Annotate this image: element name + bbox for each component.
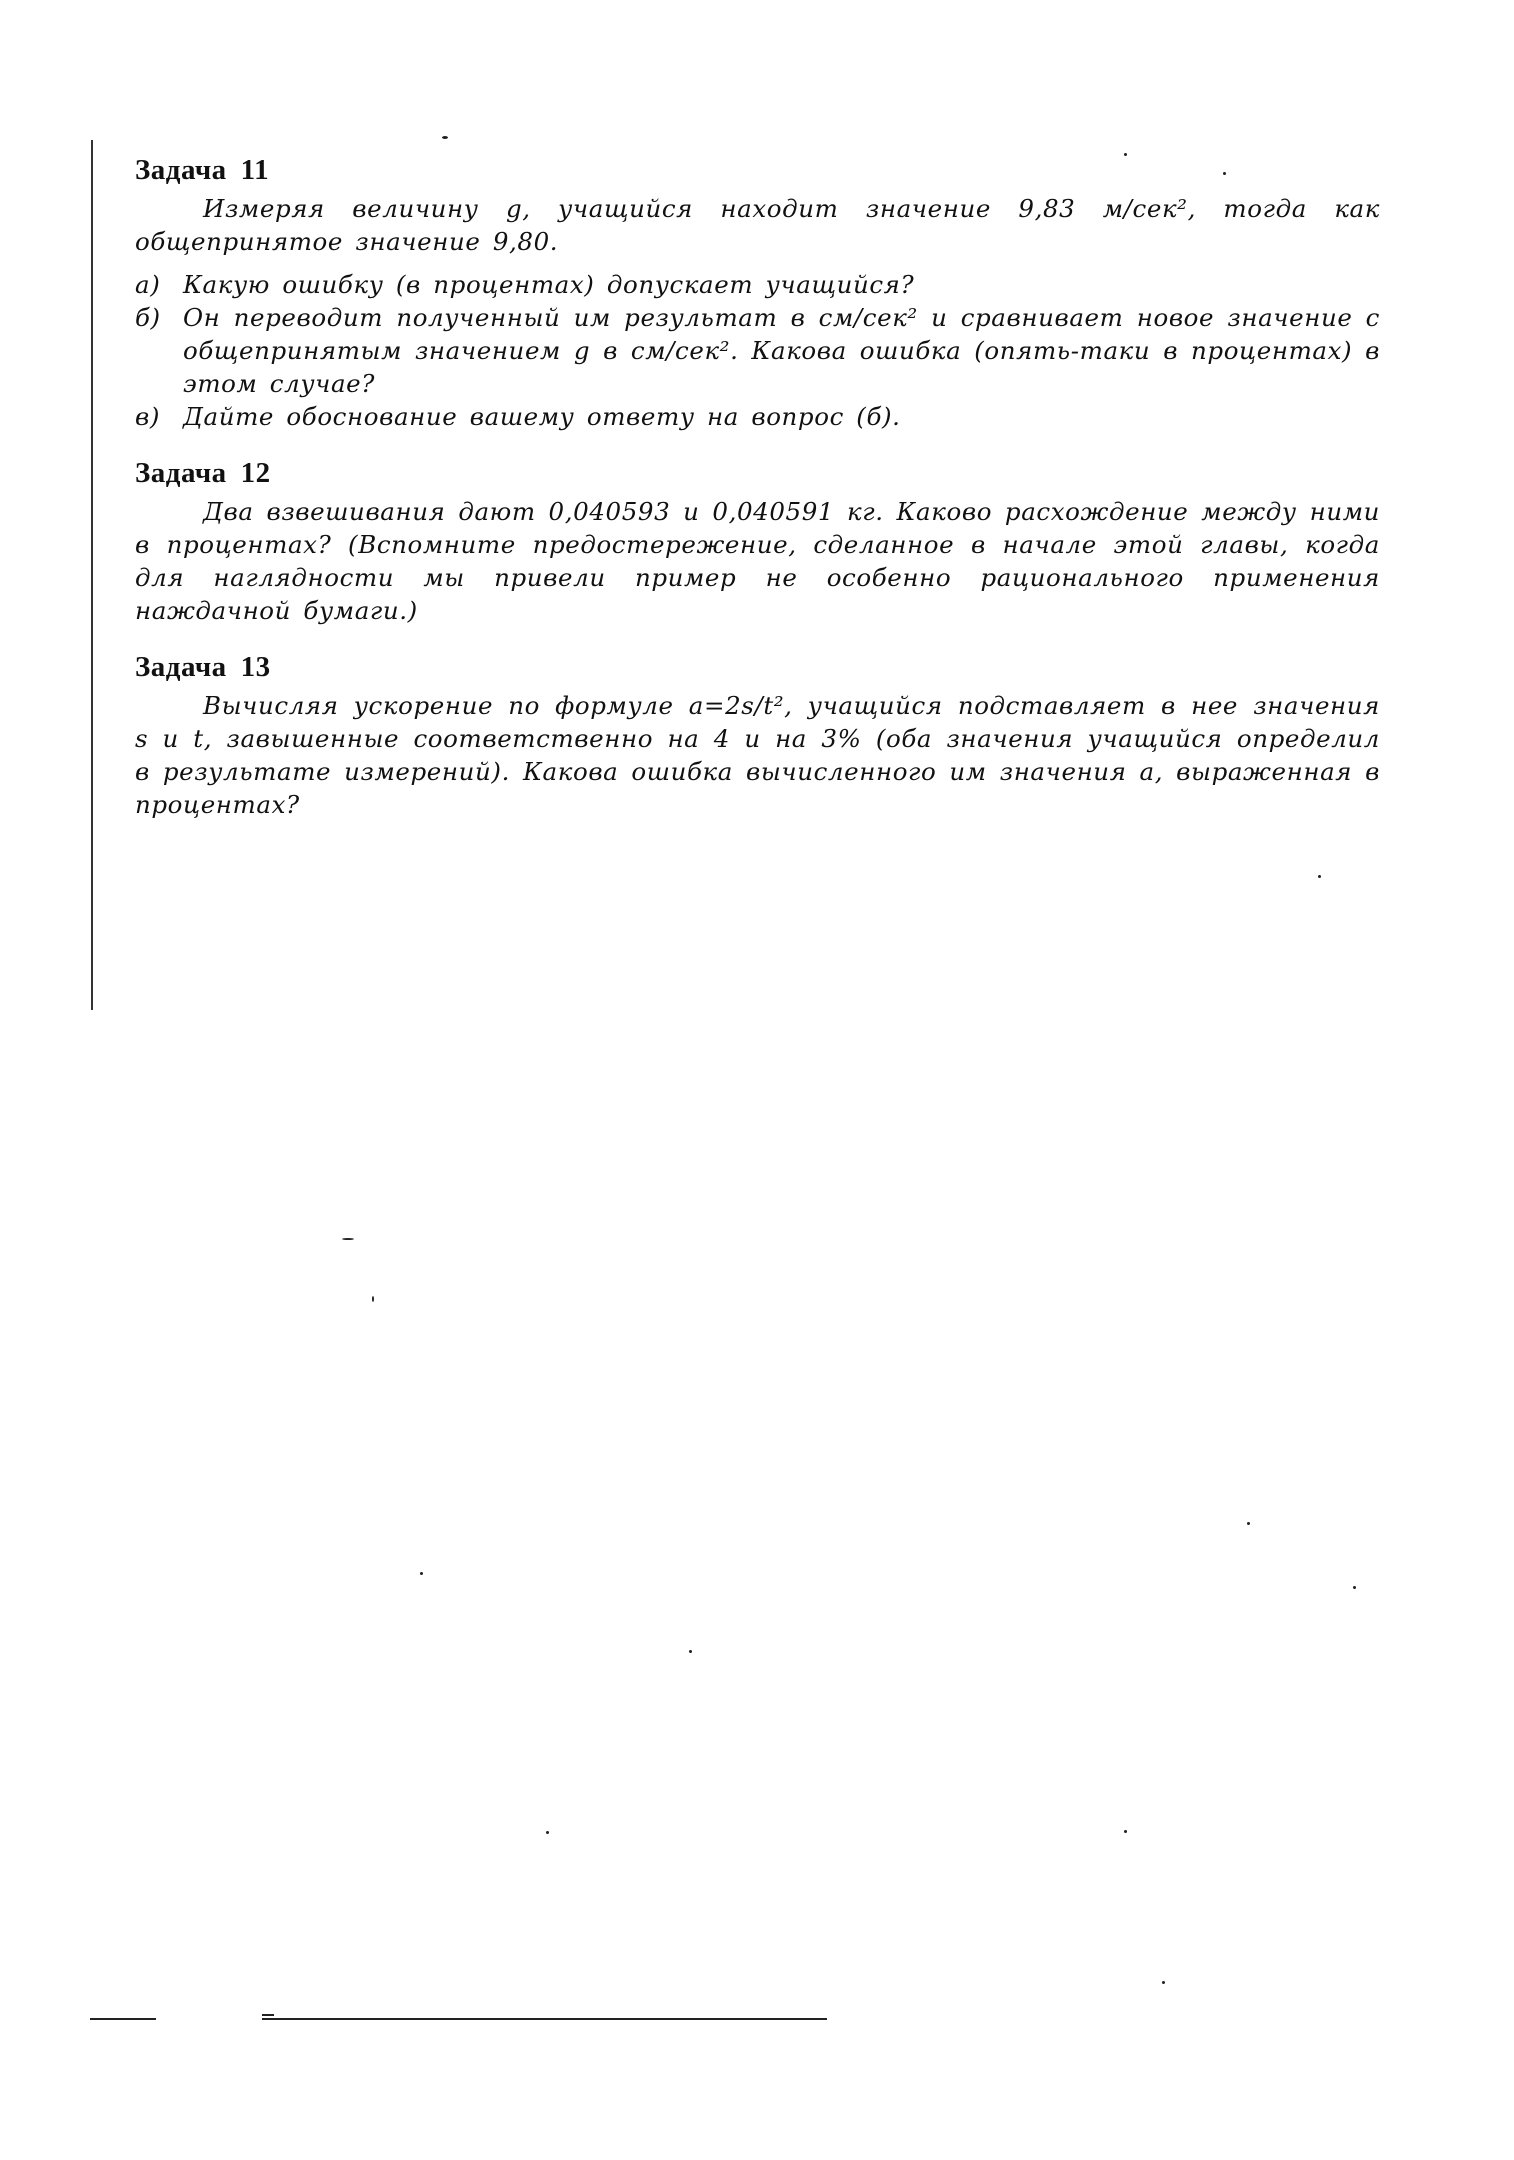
- scan-speck: [342, 1238, 354, 1240]
- item-text: Дайте обоснование вашему ответу на вопрос (б).: [183, 402, 901, 431]
- problem-12: [135, 455, 1380, 627]
- problem-text: Вычисляя ускорение по формуле a=2s/t², учащийся подставляет в нее значения s и t, завышенные соответственно на 4 и на 3% (оба значения учащийся определил в результате измерений). Какова ошибка вычисленного им значения a, выраженная в процентах?: [135, 691, 1380, 819]
- problem-text: Измеряя величину g, учащийся находит значение 9,83 м/сек², тогда как общепринятое значение 9,80.: [135, 194, 1380, 256]
- problem-label: Задача: [135, 651, 227, 683]
- item-marker: б): [135, 303, 161, 332]
- item-text: Какую ошибку (в процентах) допускает учащийся?: [183, 270, 915, 299]
- footer-rule: [262, 2014, 274, 2016]
- scan-speck: [1162, 1981, 1165, 1984]
- scan-speck: [1353, 1586, 1356, 1589]
- question-item: [135, 268, 1380, 301]
- item-marker: в): [135, 402, 161, 431]
- scan-speck: [1318, 875, 1321, 878]
- problem-11: [135, 152, 1380, 433]
- problem-text: Два взвешивания дают 0,040593 и 0,040591 кг. Каково расхождение между ними в процентах? (Вспомните предостережение, сделанное в начале этой главы, когда для наглядности мы привели пример не особенно рационального применения наждачной бумаги.): [135, 497, 1380, 625]
- scan-speck: [420, 1572, 423, 1575]
- problem-number: 11: [240, 154, 270, 186]
- scan-speck: [372, 1296, 374, 1302]
- footer-rule: [262, 2018, 827, 2020]
- problem-label: Задача: [135, 457, 227, 489]
- question-item: [135, 400, 1380, 433]
- margin-rule: [91, 140, 93, 1010]
- problem-heading: [135, 649, 1380, 685]
- question-item: [135, 301, 1380, 400]
- item-text: Он переводит полученный им результат в см/сек² и сравнивает новое значение с общепринятым значением g в см/сек². Какова ошибка (опять-таки в процентах) в этом случае?: [183, 303, 1380, 398]
- problem-13: [135, 649, 1380, 821]
- page-content: [135, 152, 1380, 843]
- problem-heading: [135, 455, 1380, 491]
- scan-speck: [546, 1831, 549, 1834]
- scan-speck: [1124, 153, 1127, 156]
- problem-number: 13: [240, 651, 271, 683]
- scan-speck: [1223, 172, 1226, 175]
- item-marker: а): [135, 270, 161, 299]
- problem-heading: [135, 152, 1380, 188]
- problem-number: 12: [240, 457, 271, 489]
- scan-speck: [442, 136, 448, 139]
- scan-speck: [1247, 1522, 1250, 1525]
- footer-rule: [90, 2018, 156, 2020]
- problem-label: Задача: [135, 154, 227, 186]
- scan-speck: [1124, 1830, 1127, 1833]
- scan-speck: [689, 1650, 692, 1653]
- question-list: [135, 268, 1380, 433]
